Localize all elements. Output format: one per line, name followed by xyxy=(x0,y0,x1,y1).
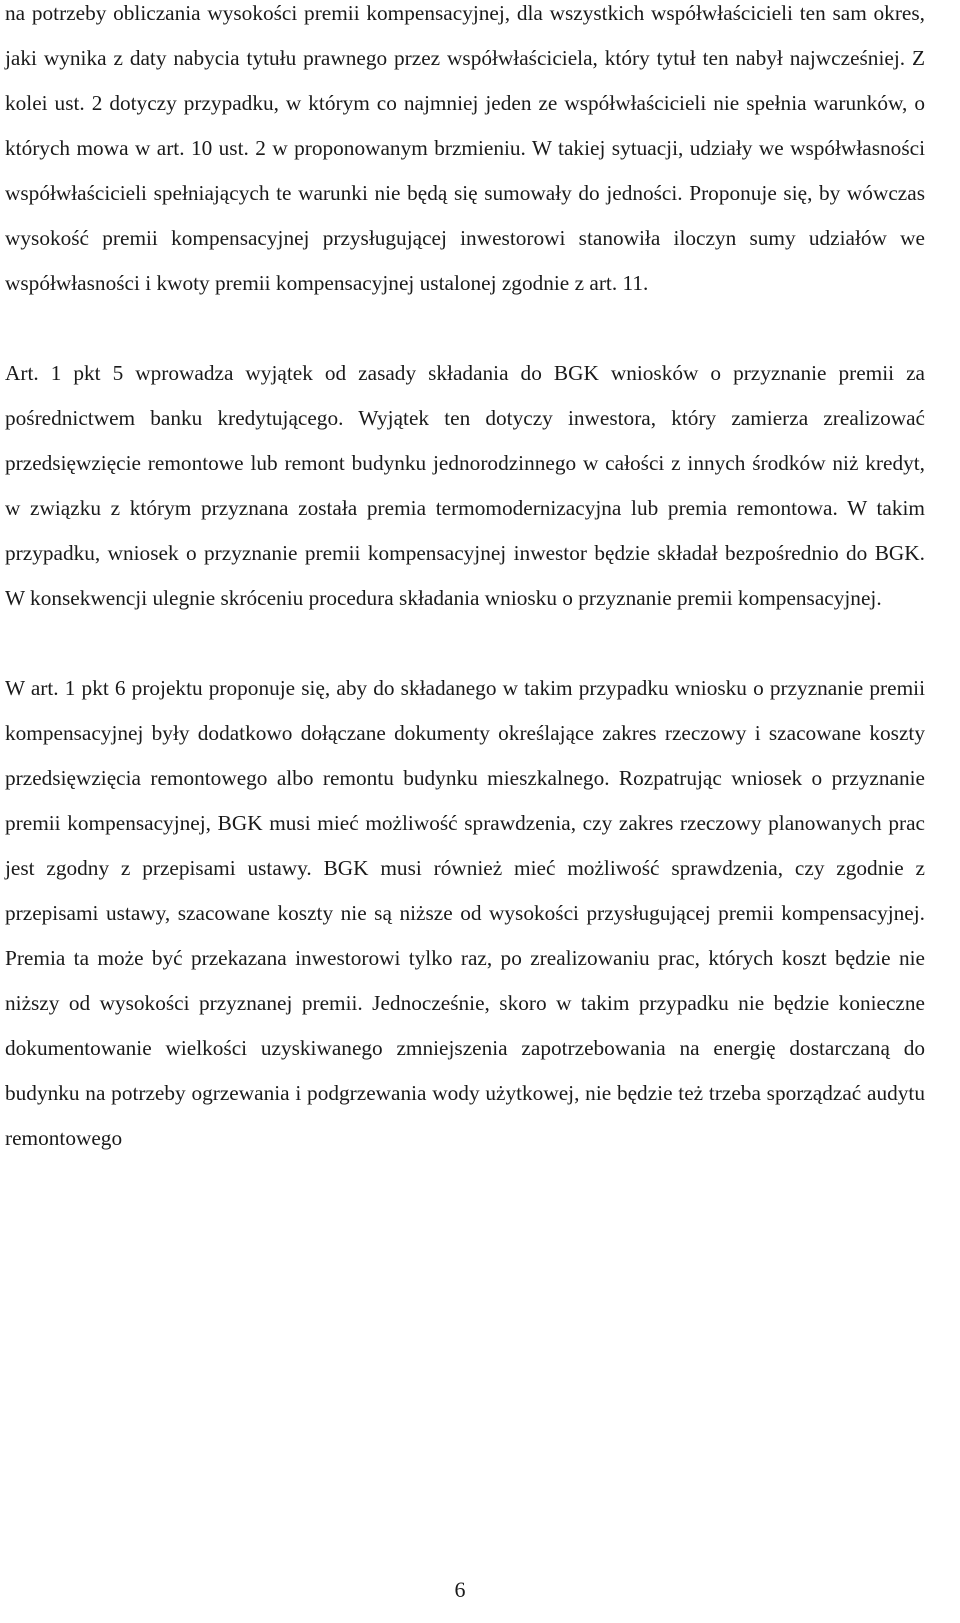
document-body xyxy=(5,0,925,1206)
paragraph-art-1-pkt-5: Art. 1 pkt 5 wprowadza wyjątek od zasady składania do BGK wniosków o przyznanie premii za pośrednictwem banku kredytującego. Wyjątek ten dotyczy inwestora, który zamierza zrealizować przedsięwzięcie remontowe lub remont budynku jednorodzinnego w całości z innych środków niż kredyt, w związku z którym przyznana została premia termomodernizacyjna lub premia remontowa. W takim przypadku, wniosek o przyznanie premii kompensacyjnej inwestor będzie składał bezpośrednio do BGK. W konsekwencji ulegnie skróceniu procedura składania wniosku o przyznanie premii kompensacyjnej. xyxy=(5,361,925,610)
page-number: 6 xyxy=(454,1577,466,1602)
paragraph-art-1-pkt-6: W art. 1 pkt 6 projektu proponuje się, aby do składanego w takim przypadku wniosku o przyznanie premii kompensacyjnej były dodatkowo dołączane dokumenty określające zakres rzeczowy i szacowane koszty przedsięwzięcia remontowego albo remontu budynku mieszkalnego. Rozpatrując wniosek o przyznanie premii kompensacyjnej, BGK musi mieć możliwość sprawdzenia, czy zakres rzeczowy planowanych prac jest zgodny z przepisami ustawy. BGK musi również mieć możliwość sprawdzenia, czy zgodnie z przepisami ustawy, szacowane koszty nie są niższe od wysokości przysługującej premii kompensacyjnej. Premia ta może być przekazana inwestorowi tylko raz, po zrealizowaniu prac, których koszt będzie nie niższy od wysokości przyznanej premii. Jednocześnie, skoro w takim przypadku nie będzie konieczne dokumentowanie wielkości uzyskiwanego zmniejszenia zapotrzebowania na energię dostarczaną do budynku na potrzeby ogrzewania i podgrzewania wody użytkowej, nie będzie też trzeba sporządzać audytu remontowego xyxy=(5,676,925,1150)
paragraph-co-ownership: na potrzeby obliczania wysokości premii kompensacyjnej, dla wszystkich współwłaścicieli ten sam okres, jaki wynika z daty nabycia tytułu prawnego przez współwłaściciela, który tytuł ten nabył najwcześniej. Z kolei ust. 2 dotyczy przypadku, w którym co najmniej jeden ze współwłaścicieli nie spełnia warunków, o których mowa w art. 10 ust. 2 w proponowanym brzmieniu. W takiej sytuacji, udziały we współwłasności współwłaścicieli spełniających te warunki nie będą się sumowały do jedności. Proponuje się, by wówczas wysokość premii kompensacyjnej przysługującej inwestorowi stanowiła iloczyn sumy udziałów we współwłasności i kwoty premii kompensacyjnej ustalonej zgodnie z art. 11. xyxy=(5,1,925,295)
